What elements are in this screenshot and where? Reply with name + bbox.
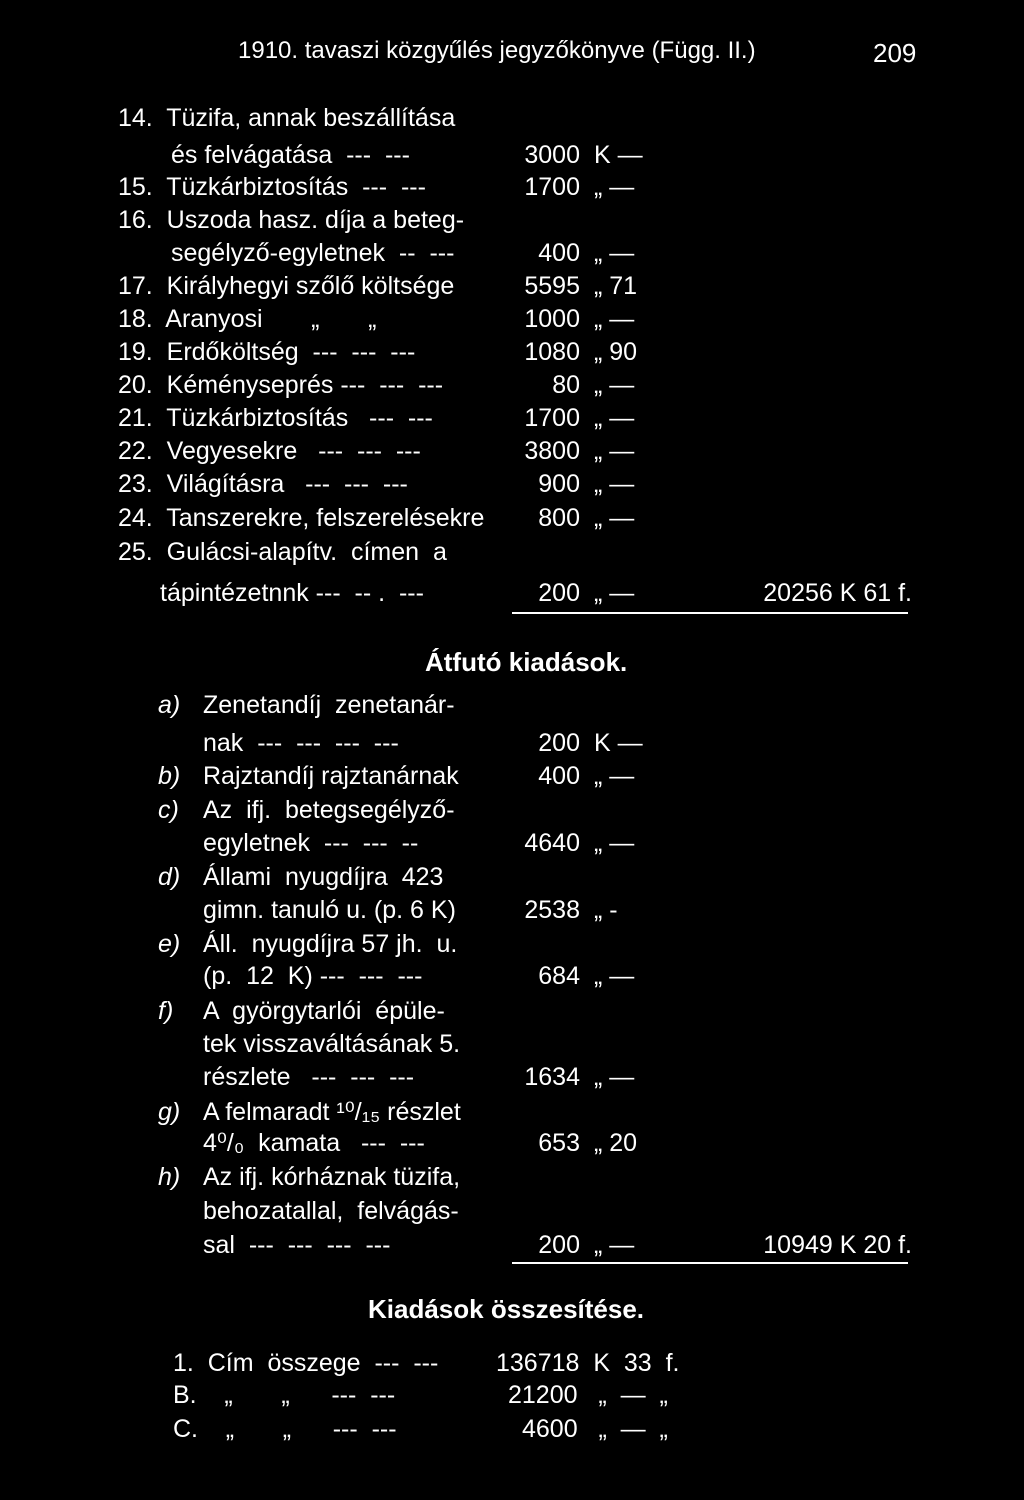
transit-a-amount: 200	[538, 729, 580, 757]
summary-row-1-label: 1. Cím összege --- ---	[173, 1349, 439, 1377]
transit-a-line2: nak --- --- --- ---	[203, 729, 399, 757]
item-17-amount: 5595	[524, 272, 580, 300]
transit-a-unit: K —	[594, 729, 643, 757]
transit-total: 10949 K 20 f.	[763, 1231, 912, 1259]
item-16-amount: 400	[538, 239, 580, 267]
summary-row-2-label: B. „ „ --- ---	[173, 1381, 396, 1409]
transit-d-line2: gimn. tanuló u. (p. 6 K)	[203, 896, 456, 924]
transit-h-label: h)	[158, 1163, 181, 1191]
transit-c-line2: egyletnek --- --- --	[203, 829, 419, 857]
transit-f-line3: részlete --- --- ---	[203, 1063, 415, 1091]
transit-b-unit: „ —	[594, 762, 635, 790]
summary-row-3-value: 4600 „ — „	[522, 1415, 668, 1443]
item-23-amount: 900	[538, 470, 580, 498]
transit-f-label: f)	[158, 997, 174, 1025]
transit-a-label: a)	[158, 691, 181, 719]
transit-d-unit: „ -	[594, 896, 618, 924]
transit-a-line1: Zenetandíj zenetanár-	[203, 691, 455, 719]
item-22-unit: „ —	[594, 437, 635, 465]
total-underline	[512, 612, 908, 614]
item-19-amount: 1080	[524, 338, 580, 366]
transit-e-label: e)	[158, 930, 181, 958]
transit-g-label: g)	[158, 1098, 181, 1126]
transit-g-amount: 653	[538, 1129, 580, 1157]
transit-h-line3: sal --- --- --- ---	[203, 1231, 391, 1259]
transit-e-line1: Áll. nyugdíjra 57 jh. u.	[203, 930, 458, 958]
summary-row-1-value: 136718 K 33 f.	[496, 1349, 680, 1377]
item-21-unit: „ —	[594, 404, 635, 432]
item-17-line1: 17. Királyhegyi szőlő költsége	[118, 272, 455, 300]
summary-row-3-label: C. „ „ --- ---	[173, 1415, 397, 1443]
summary-row-2-value: 21200 „ — „	[508, 1381, 668, 1409]
item-15-unit: „ —	[594, 173, 635, 201]
item-23-line1: 23. Világításra --- --- ---	[118, 470, 408, 498]
running-header: 1910. tavaszi közgyűlés jegyzőkönyve (Függ. II.)	[238, 37, 756, 64]
transit-f-amount: 1634	[524, 1063, 580, 1091]
item-21-amount: 1700	[524, 404, 580, 432]
transit-g-line1: A felmaradt ¹⁰/₁₅ részlet	[203, 1098, 461, 1126]
item-16-line1: 16. Uszoda hasz. díja a beteg-	[118, 206, 465, 234]
item-20-amount: 80	[552, 371, 580, 399]
summary-section-title: Kiadások összesítése.	[368, 1294, 645, 1324]
item-25-line1: 25. Gulácsi-alapítv. címen a	[118, 538, 447, 566]
transit-e-unit: „ —	[594, 962, 635, 990]
item-14-amount: 3000	[524, 141, 580, 169]
transit-c-unit: „ —	[594, 829, 635, 857]
item-18-amount: 1000	[524, 305, 580, 333]
page-number: 209	[873, 38, 917, 68]
item-20-line1: 20. Kéményseprés --- --- ---	[118, 371, 444, 399]
item-22-amount: 3800	[524, 437, 580, 465]
item-14-unit: K —	[594, 141, 643, 169]
transit-f-unit: „ —	[594, 1063, 635, 1091]
transit-h-line2: behozatallal, felvágás-	[203, 1197, 459, 1225]
items-total: 20256 K 61 f.	[763, 579, 912, 607]
item-18-line1: 18. Aranyosi „ „	[118, 305, 377, 333]
transit-d-label: d)	[158, 863, 181, 891]
item-15-amount: 1700	[524, 173, 580, 201]
transit-g-unit: „ 20	[594, 1129, 638, 1157]
item-21-line1: 21. Tüzkárbiztosítás --- ---	[118, 404, 433, 432]
item-16-line2: segélyző-egyletnek -- ---	[171, 239, 455, 267]
transit-b-line1: Rajztandíj rajztanárnak	[203, 762, 459, 790]
transit-c-line1: Az ifj. betegsegélyző-	[203, 796, 455, 824]
item-14-line1: 14. Tüzifa, annak beszállítása	[118, 104, 456, 132]
item-24-unit: „ —	[594, 504, 635, 532]
item-19-unit: „ 90	[594, 338, 638, 366]
transit-h-line1: Az ifj. kórháznak tüzifa,	[203, 1163, 461, 1191]
item-25-line2: tápintézetnnk --- -- . ---	[160, 579, 424, 607]
transit-c-amount: 4640	[524, 829, 580, 857]
item-18-unit: „ —	[594, 305, 635, 333]
item-19-line1: 19. Erdőköltség --- --- ---	[118, 338, 416, 366]
transit-total-underline	[512, 1262, 908, 1264]
item-20-unit: „ —	[594, 371, 635, 399]
item-25-amount: 200	[538, 579, 580, 607]
transit-e-line2: (p. 12 K) --- --- ---	[203, 962, 423, 990]
transit-f-line1: A györgytarlói épüle-	[203, 997, 445, 1025]
transit-h-unit: „ —	[594, 1231, 635, 1259]
transit-c-label: c)	[158, 796, 179, 824]
item-14-line2: és felvágatása --- ---	[171, 141, 410, 169]
item-23-unit: „ —	[594, 470, 635, 498]
transit-h-amount: 200	[538, 1231, 580, 1259]
item-16-unit: „ —	[594, 239, 635, 267]
transit-g-line2: 4⁰/₀ kamata --- ---	[203, 1129, 425, 1157]
transit-b-label: b)	[158, 762, 181, 790]
item-24-amount: 800	[538, 504, 580, 532]
transit-section-title: Átfutó kiadások.	[425, 647, 628, 677]
transit-b-amount: 400	[538, 762, 580, 790]
transit-d-amount: 2538	[524, 896, 580, 924]
transit-f-line2: tek visszaváltásának 5.	[203, 1030, 461, 1058]
item-15-line1: 15. Tüzkárbiztosítás --- ---	[118, 173, 426, 201]
item-22-line1: 22. Vegyesekre --- --- ---	[118, 437, 421, 465]
item-17-unit: „ 71	[594, 272, 638, 300]
transit-e-amount: 684	[538, 962, 580, 990]
item-25-unit: „ —	[594, 579, 635, 607]
item-24-line1: 24. Tanszerekre, felszerelésekre	[118, 504, 485, 532]
transit-d-line1: Állami nyugdíjra 423	[203, 863, 444, 891]
